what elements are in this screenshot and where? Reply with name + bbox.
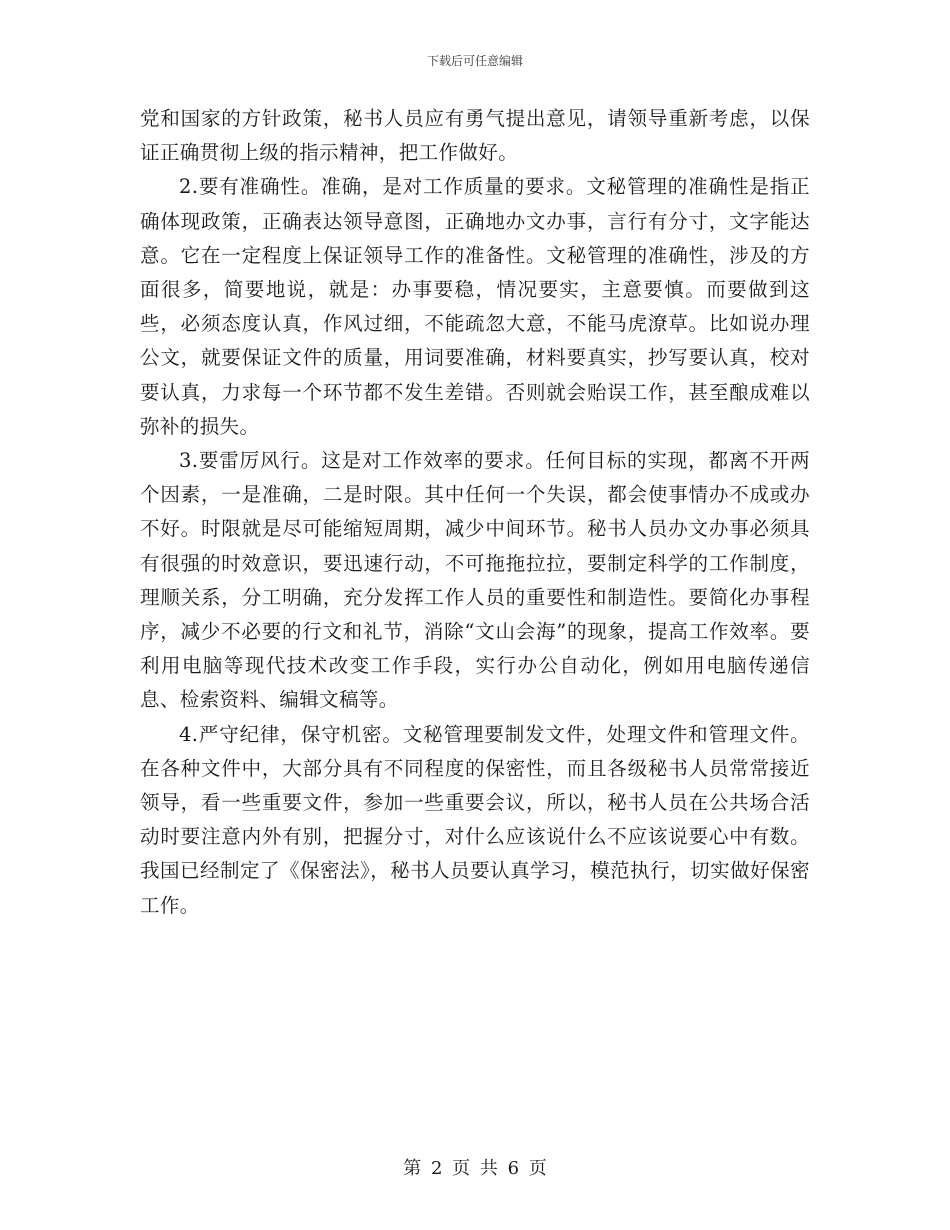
- page-footer: 第 2 页 共 6 页: [403, 1158, 547, 1179]
- paragraph-confidentiality: 4.严守纪律，保守机密。文秘管理要制发文件，处理文件和管理文件。在各种文件中，大部分具有不同程度的保密性，而且各级秘书人员常常接近领导，看一些重要文件，参加一些重要会议，所以，秘书人员在公共场合活动时要注意内外有别，把握分寸，对什么应该说什么不应该说要心中有数。我国已经制定了《保密法》，秘书人员要认真学习，模范执行，切实做好保密工作。: [140, 722, 810, 917]
- paragraph-accuracy: 2.要有准确性。准确，是对工作质量的要求。文秘管理的准确性是指正确体现政策，正确表达领导意图，正确地办文办事，言行有分寸，文字能达意。它在一定程度上保证领导工作的准备性。文秘管理的准确性，涉及的方面很多，简要地说，就是：办事要稳，情况要实，主意要慎。而要做到这些，必须态度认真，作风过细，不能疏忽大意，不能马虎潦草。比如说办理公文，就要保证文件的质量，用词要准确，材料要真实，抄写要认真，校对要认真，力求每一个环节都不发生差错。否则就会贻误工作，甚至酿成难以弥补的损失。: [140, 175, 810, 438]
- paragraph-efficiency: 3.要雷厉风行。这是对工作效率的要求。任何目标的实现，都离不开两个因素，一是准确，二是时限。其中任何一个失误，都会使事情办不成或办不好。时限就是尽可能缩短周期，减少中间环节。秘书人员办文办事必须具有很强的时效意识，要迅速行动，不可拖拖拉拉，要制定科学的工作制度，理顺关系，分工明确，充分发挥工作人员的重要性和制造性。要简化办事程序，减少不必要的行文和礼节，消除“文山会海”的现象，提高工作效率。要利用电脑等现代技术改变工作手段，实行办公自动化，例如用电脑传递信息、检索资料、编辑文稿等。: [140, 449, 810, 712]
- page-header: 下载后可任意编辑: [426, 54, 523, 68]
- paragraph-continuation: 党和国家的方针政策，秘书人员应有勇气提出意见，请领导重新考虑，以保证正确贯彻上级的指示精神，把工作做好。: [140, 107, 810, 165]
- document-body: [140, 102, 810, 923]
